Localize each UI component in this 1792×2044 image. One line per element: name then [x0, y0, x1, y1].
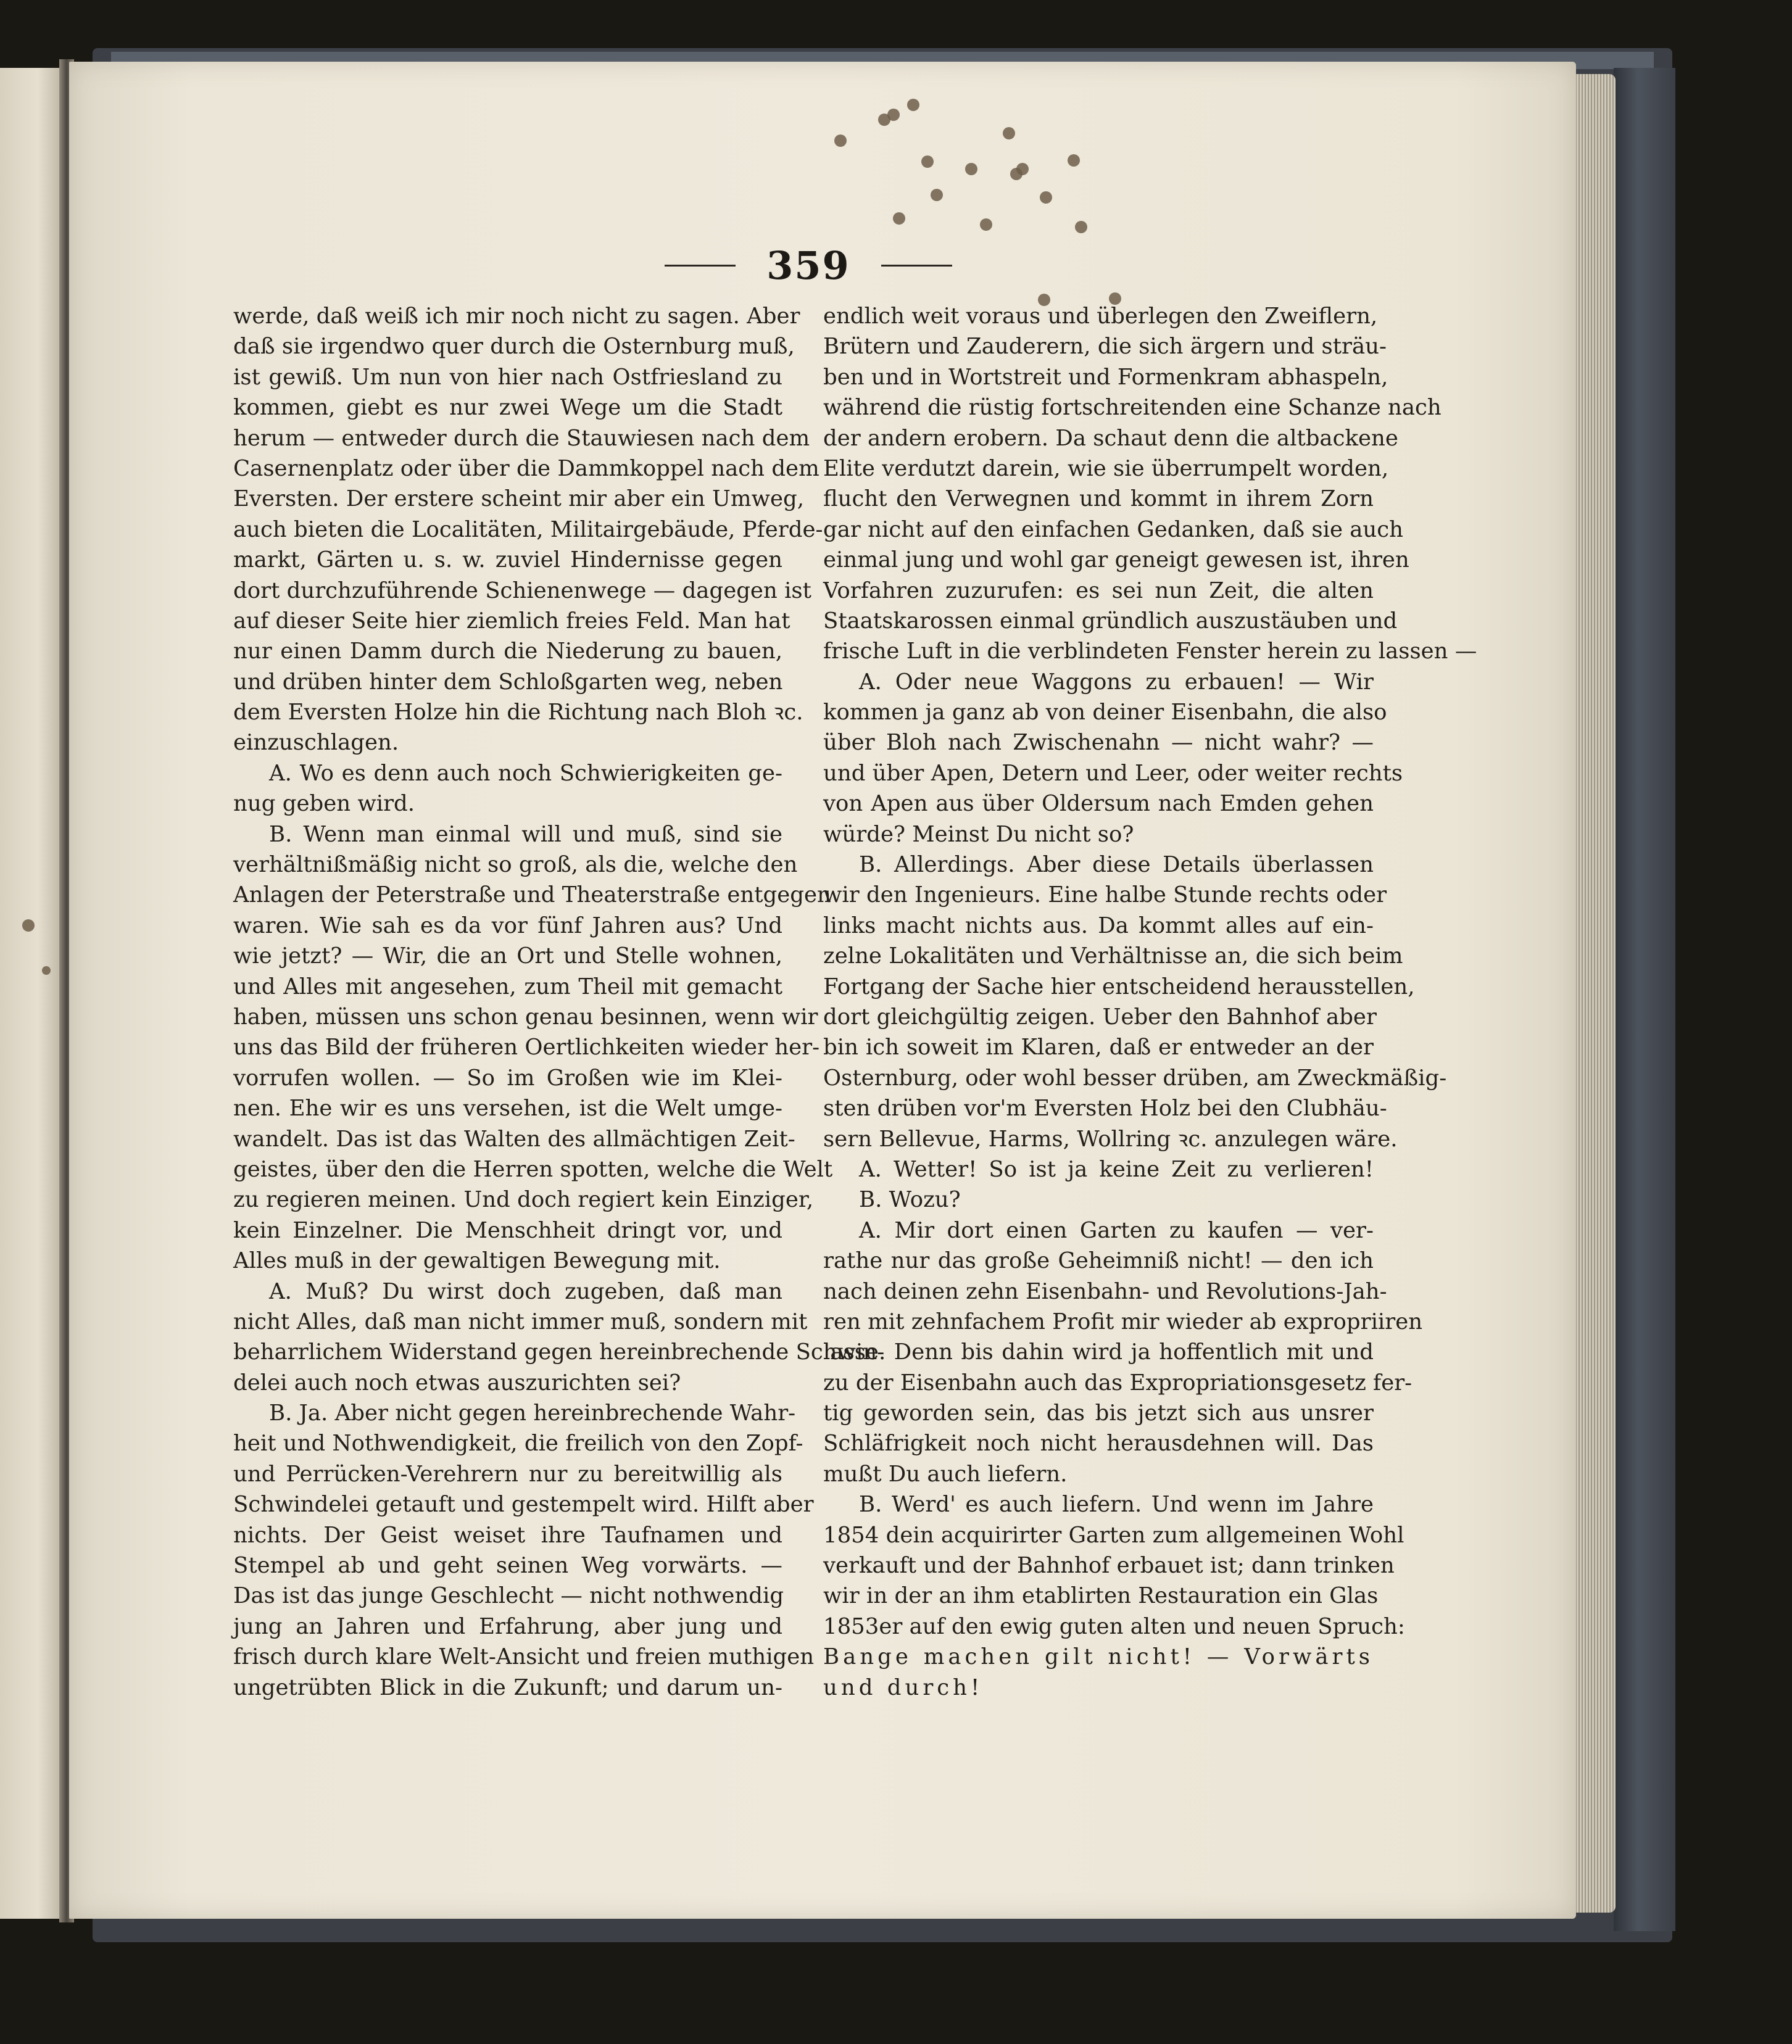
- text-line: und Perrücken-Verehrern nur zu bereitwillig als: [233, 1461, 782, 1487]
- text-line: nach deinen zehn Eisenbahn- und Revolutions-Jah-: [823, 1278, 1387, 1304]
- text-line: 1853er auf den ewig guten alten und neuen Spruch:: [823, 1613, 1405, 1639]
- text-line: Schläfrigkeit noch nicht herausdehnen will. Das: [823, 1431, 1374, 1457]
- text-line: kein Einzelner. Die Menschheit dringt vor, und: [233, 1217, 782, 1243]
- text-line: und drüben hinter dem Schloßgarten weg, neben: [233, 669, 783, 695]
- text-line: uns das Bild der früheren Oertlichkeiten wieder her-: [233, 1035, 820, 1061]
- stain-spot: [931, 189, 943, 201]
- stain-spot: [1068, 154, 1080, 167]
- text-column-right: [823, 301, 1477, 1703]
- text-line: würde? Meinst Du nicht so?: [823, 821, 1134, 847]
- text-line: Schwindelei getauft und gestempelt wird. Hilft aber: [233, 1492, 814, 1518]
- text-line: der andern erobern. Da schaut denn die altbackene: [823, 425, 1398, 451]
- text-line: zu regieren meinen. Und doch regiert kein Einziger,: [233, 1187, 814, 1213]
- text-line: heit und Nothwendigkeit, die freilich von den Zopf-: [233, 1431, 803, 1457]
- text-line: werde, daß weiß ich mir noch nicht zu sagen. Aber: [233, 304, 800, 329]
- text-line: dem Eversten Holze hin die Richtung nach Bloh ꝛc.: [233, 700, 803, 726]
- stain-spot: [1040, 191, 1052, 204]
- text-line: nur einen Damm durch die Niederung zu bauen,: [233, 639, 782, 664]
- stain-spot: [980, 218, 992, 231]
- text-line: kommen, giebt es nur zwei Wege um die Stadt: [233, 395, 782, 421]
- text-line: B. Wenn man einmal will und muß, sind sie: [269, 821, 782, 847]
- text-line: bin ich soweit im Klaren, daß er entweder an der: [823, 1035, 1374, 1061]
- stain-spot: [893, 212, 905, 225]
- text-line: A. Wetter! So ist ja keine Zeit zu verlieren!: [859, 1156, 1374, 1182]
- text-line: Osternburg, oder wohl besser drüben, am Zweckmäßig-: [823, 1065, 1447, 1091]
- stain-spot: [1016, 163, 1029, 175]
- text-line: daß sie irgendwo quer durch die Osternburg muß,: [233, 334, 795, 360]
- text-line: A. Wo es denn auch noch Schwierigkeiten ge-: [269, 760, 782, 786]
- text-line: auch bieten die Localitäten, Militairgebäude, Pferde-: [233, 516, 823, 542]
- text-line: Vorfahren zuzurufen: es sei nun Zeit, die alten: [823, 577, 1374, 603]
- stain-spot: [921, 155, 934, 168]
- text-line: ungetrübten Blick in die Zukunft; und darum un-: [233, 1674, 782, 1700]
- stain-spot: [42, 966, 51, 975]
- text-line: B. Allerdings. Aber diese Details überlassen: [859, 852, 1374, 878]
- text-line: Das ist das junge Geschlecht — nicht nothwendig: [233, 1583, 784, 1609]
- stain-spot: [1075, 221, 1087, 233]
- text-line: frische Luft in die verblindeten Fenster herein zu lassen —: [823, 639, 1477, 664]
- text-line: delei auch noch etwas auszurichten sei?: [233, 1370, 681, 1396]
- text-line: dort gleichgültig zeigen. Ueber den Bahnhof aber: [823, 1004, 1377, 1030]
- text-line: rathe nur das große Geheimniß nicht! — den ich: [823, 1248, 1374, 1274]
- text-line: Anlagen der Peterstraße und Theaterstraße entgegen: [233, 882, 831, 908]
- text-line: verkauft und der Bahnhof erbauet ist; dann trinken: [823, 1553, 1395, 1579]
- text-column-left: [233, 301, 885, 1703]
- text-line: vorrufen wollen. — So im Großen wie im Klei-: [233, 1065, 782, 1091]
- text-line: wandelt. Das ist das Walten des allmächtigen Zeit-: [233, 1126, 795, 1152]
- text-line: links macht nichts aus. Da kommt alles auf ein-: [823, 912, 1374, 938]
- text-line: Brütern und Zauderern, die sich ärgern und sträu-: [823, 334, 1387, 360]
- page-header: [648, 234, 969, 296]
- text-line: frisch durch klare Welt-Ansicht und freien muthigen: [233, 1644, 815, 1670]
- text-line: während die rüstig fortschreitenden eine Schanze nach: [823, 395, 1441, 421]
- text-line: lasse. Denn bis dahin wird ja hoffentlich mit und: [823, 1339, 1374, 1365]
- text-line: A. Muß? Du wirst doch zugeben, daß man: [269, 1278, 782, 1304]
- text-line: Staatskarossen einmal gründlich auszustäuben und: [823, 608, 1398, 634]
- page-number: 359: [766, 242, 850, 288]
- header-rule-right: [881, 265, 952, 267]
- text-line: haben, müssen uns schon genau besinnen, wenn wir: [233, 1004, 818, 1030]
- stain-spot: [1003, 127, 1015, 139]
- header-rule-left: [665, 265, 736, 267]
- text-line: Elite verdutzt darein, wie sie überrumpelt worden,: [823, 455, 1389, 481]
- text-line: tig geworden sein, das bis jetzt sich aus unsrer: [823, 1401, 1374, 1426]
- text-line: sern Bellevue, Harms, Wollring ꝛc. anzulegen wäre.: [823, 1126, 1398, 1152]
- text-line: jung an Jahren und Erfahrung, aber jung und: [233, 1613, 782, 1639]
- text-line: verhältnißmäßig nicht so groß, als die, welche den: [233, 852, 798, 878]
- text-line: auf dieser Seite hier ziemlich freies Feld. Man hat: [233, 608, 790, 634]
- text-line: nichts. Der Geist weiset ihre Taufnamen und: [233, 1522, 782, 1548]
- stain-spot: [887, 109, 900, 121]
- text-line: ben und in Wortstreit und Formenkram abhaspeln,: [823, 364, 1388, 390]
- stain-spot: [907, 99, 919, 111]
- text-line: dort durchzuführende Schienenwege — dagegen ist: [233, 577, 811, 603]
- text-line: A. Mir dort einen Garten zu kaufen — ver-: [859, 1217, 1374, 1243]
- text-line: von Apen aus über Oldersum nach Emden gehen: [823, 791, 1374, 817]
- text-line: ist gewiß. Um nun von hier nach Ostfriesland zu: [233, 364, 782, 390]
- text-line: zu der Eisenbahn auch das Expropriationsgesetz fer-: [823, 1370, 1412, 1396]
- text-line: und Alles mit angesehen, zum Theil mit gemacht: [233, 974, 782, 999]
- stain-spot: [22, 919, 35, 932]
- text-line: geistes, über den die Herren spotten, welche die Welt: [233, 1156, 833, 1182]
- text-line: B. Ja. Aber nicht gegen hereinbrechende Wahr-: [269, 1401, 796, 1426]
- text-line: endlich weit voraus und überlegen den Zweiflern,: [823, 304, 1378, 329]
- text-line: einmal jung und wohl gar geneigt gewesen ist, ihren: [823, 547, 1409, 573]
- text-line: sten drüben vor'm Eversten Holz bei den Clubhäu-: [823, 1096, 1387, 1122]
- text-line: wir den Ingenieurs. Eine halbe Stunde rechts oder: [823, 882, 1387, 908]
- stain-spot: [834, 134, 847, 147]
- text-line: waren. Wie sah es da vor fünf Jahren aus? Und: [233, 912, 782, 938]
- text-line: Alles muß in der gewaltigen Bewegung mit.: [233, 1248, 721, 1274]
- text-line: gar nicht auf den einfachen Gedanken, daß sie auch: [823, 516, 1404, 542]
- text-line: nicht Alles, daß man nicht immer muß, sondern mit: [233, 1309, 808, 1334]
- text-line: 1854 dein acquirirter Garten zum allgemeinen Wohl: [823, 1522, 1404, 1548]
- text-line: wir in der an ihm etablirten Restauration ein Glas: [823, 1583, 1379, 1609]
- text-line: zelne Lokalitäten und Verhältnisse an, die sich beim: [823, 943, 1403, 969]
- text-line: Fortgang der Sache hier entscheidend herausstellen,: [823, 974, 1415, 999]
- text-line: einzuschlagen.: [233, 730, 399, 756]
- text-line: B. Werd' es auch liefern. Und wenn im Jahre: [859, 1492, 1374, 1518]
- text-line: und über Apen, Detern und Leer, oder weiter rechts: [823, 760, 1403, 786]
- book-cover-right: [1614, 68, 1675, 1931]
- text-line: und durch!: [823, 1674, 984, 1700]
- text-line: flucht den Verwegnen und kommt in ihrem Zorn: [823, 486, 1374, 512]
- text-line: mußt Du auch liefern.: [823, 1461, 1068, 1487]
- text-line: beharrlichem Widerstand gegen hereinbrechende Schwin-: [233, 1339, 885, 1365]
- text-line: Casernenplatz oder über die Dammkoppel nach dem: [233, 455, 819, 481]
- text-line: A. Oder neue Waggons zu erbauen! — Wir: [859, 669, 1374, 695]
- left-page-remnant: [0, 68, 63, 1919]
- text-line: kommen ja ganz ab von deiner Eisenbahn, die also: [823, 700, 1387, 726]
- text-line: Bange machen gilt nicht! — Vorwärts: [823, 1644, 1374, 1670]
- stain-spot: [965, 163, 977, 175]
- text-line: über Bloh nach Zwischenahn — nicht wahr? —: [823, 730, 1374, 756]
- text-line: Stempel ab und geht seinen Weg vorwärts. —: [233, 1553, 782, 1579]
- text-line: ren mit zehnfachem Profit mir wieder ab expropriiren: [823, 1309, 1423, 1334]
- text-line: nen. Ehe wir es uns versehen, ist die Welt umge-: [233, 1096, 782, 1122]
- text-line: herum — entweder durch die Stauwiesen nach dem: [233, 425, 810, 451]
- text-line: nug geben wird.: [233, 791, 415, 817]
- text-line: wie jetzt? — Wir, die an Ort und Stelle wohnen,: [233, 943, 782, 969]
- text-line: Eversten. Der erstere scheint mir aber ein Umweg,: [233, 486, 804, 512]
- text-line: B. Wozu?: [859, 1187, 961, 1213]
- text-line: markt, Gärten u. s. w. zuviel Hindernisse gegen: [233, 547, 782, 573]
